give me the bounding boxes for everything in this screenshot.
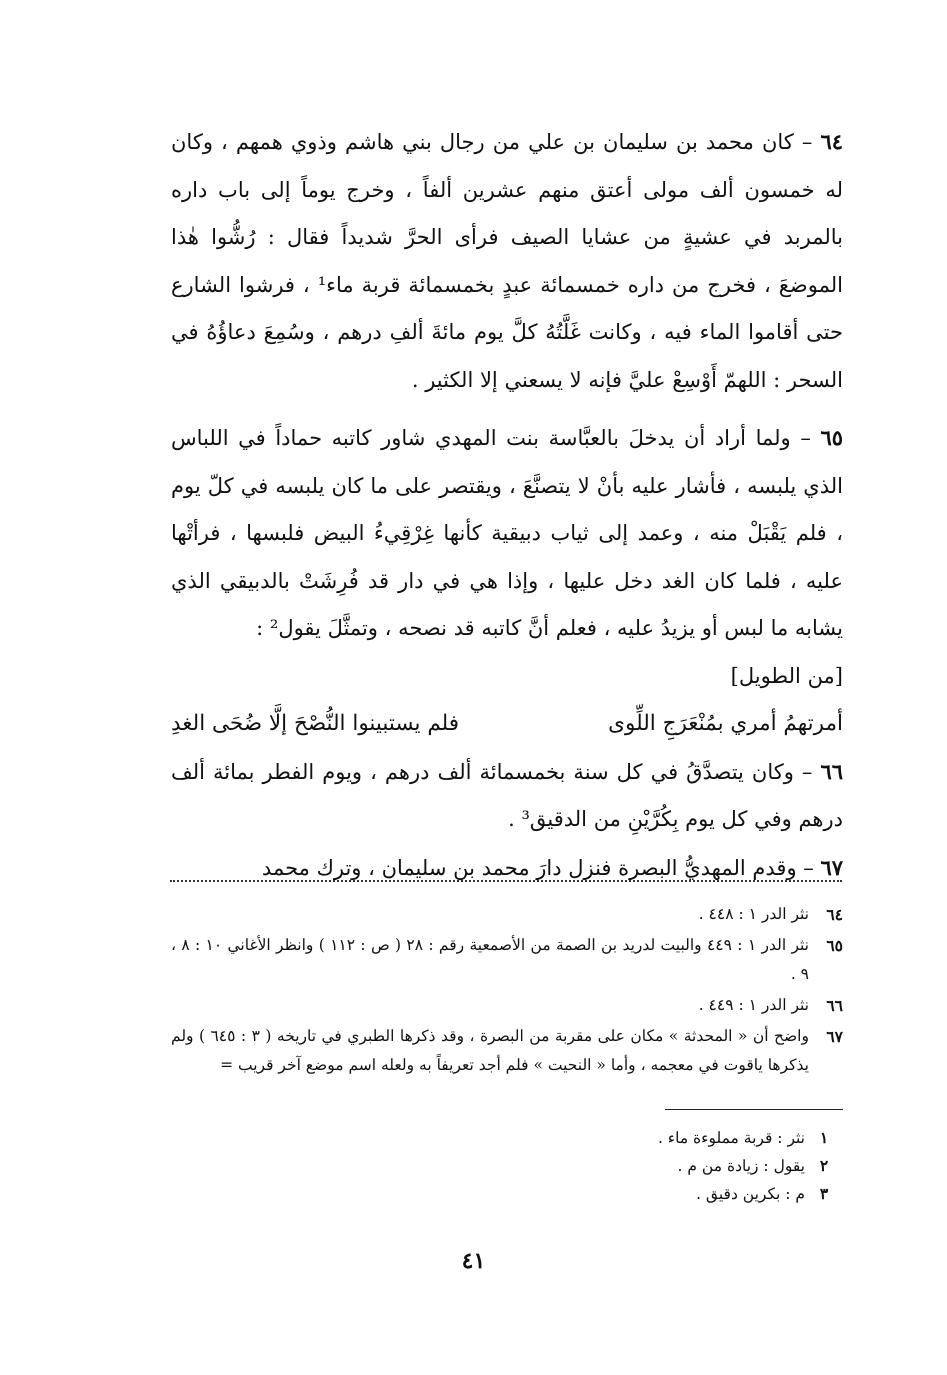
paragraph-67 [171,844,843,893]
apparatus-number: ٢ [819,1156,829,1175]
verse-second-hemistich: فلم يستبينوا النُّصْحَ إلَّا ضُحَى الغدِ [171,711,460,736]
apparatus-text: نثر : قربة مملوءة ماء . [657,1129,805,1147]
paragraph-text: – ولما أراد أن يدخلَ بالعبَّاسة بنت المهدي شاور كاتبه حماداً في اللباس الذي يلبسه ، فأشار عليه بأنْ لا يتصنَّعَ ، ويقتصر على ما كان يلبسه في كلّ يوم ، فلم يَقْبَلْ منه ، وعمد إلى ثياب دبيقية كأنها غِرْقِيءُ البيض فلبسها ، فرأتْها عليه ، فلما كان الغد دخل عليها ، وإذا هي في دار قد فُرِشَتْ بالدبيقي الذي يشابه ما لبس أو يزيدُ عليه ، فعلم أنَّ كاتبه قد نصحه ، وتمثَّلَ يقول² : [171,426,843,640]
note-text: نثر الدر ١ : ٤٤٨ . [698,905,809,923]
paragraph-66 [171,748,843,844]
note-number: ٦٥ [826,936,843,955]
apparatus-text: م : بكرين دقيق . [696,1185,805,1203]
note-number: ٦٤ [826,905,843,924]
source-note [171,991,843,1020]
paragraph-number: ٦٤ [820,129,843,154]
paragraph-number: ٦٦ [820,758,843,784]
source-note [171,1022,843,1080]
note-text: نثر الدر ١ : ٤٤٩ . [698,996,809,1014]
paragraph-text: – كان محمد بن سليمان بن علي من رجال بني هاشم وذوي همهم ، وكان له خمسون ألف مولى أعتق منهم عشرين ألفاً ، وخرج يوماً إلى باب داره بالمربد في عشيةٍ من عشايا الصيف فرأى الحرَّ شديداً فقال : رُشُّوا هٰذا الموضعَ ، فخرج من داره خمسمائة عبدٍ بخمسمائة قربة ماء¹ ، فرشوا الشارع حتى أقاموا الماء فيه ، وكانت غَلَّتُهُ كلَّ يوم مائةَ ألفِ درهم ، وسُمِعَ دعاؤُهُ في السحر : اللهمّ أَوْسِعْ عليَّ فإنه لا يسعني إلا الكثير . [171,130,843,392]
main-text-block [171,118,843,892]
paragraph-number: ٦٧ [820,854,843,880]
footnote-separator-dotted [170,880,842,882]
paragraph-number: ٦٥ [820,425,843,450]
apparatus-number: ١ [819,1128,829,1147]
note-number: ٦٧ [826,1027,843,1046]
apparatus-note [443,1180,843,1208]
apparatus-separator [665,1109,843,1110]
critical-apparatus [443,1124,843,1208]
source-note [171,900,843,929]
paragraph-text: – وقدم المهديُّ البصرة فنزل دارَ محمد بن سليمان ، وترك محمد [261,855,821,880]
note-text: نثر الدر ١ : ٤٤٩ والبيت لدريد بن الصمة من الأصمعية رقم : ٢٨ ( ص : ١١٢ ) وانظر الأغاني ١٠ : ٨ ، ٩ . [171,936,809,983]
paragraph-65 [171,414,843,653]
page-number: ٤١ [461,1248,486,1274]
apparatus-number: ٣ [819,1184,829,1203]
apparatus-note [443,1124,843,1152]
paragraph-64 [171,118,843,404]
poetic-meter-label: [من الطويل] [730,663,843,688]
verse-first-hemistich: أمرتهمُ أمري بمُنْعَرَجِ اللِّوى [608,711,843,736]
note-text: واضح أن « المحدثة » مكان على مقربة من البصرة ، وقد ذكرها الطبري في تاريخه ( ٣ : ٦٤٥ ) ولم يذكرها ياقوت في معجمه ، وأما « النحيت » فلم أجد تعريفاً به ولعله اسم موضع آخر قريب = [171,1027,809,1074]
paragraph-text: – وكان يتصدَّقُ في كل سنة بخمسمائة ألف درهم ، ويوم الفطر بمائة ألف درهم وفي كل يوم بِكُرَّيْنِ من الدقيق³ . [171,759,843,831]
source-notes [171,900,843,1082]
apparatus-note [443,1152,843,1180]
verse-line [171,700,843,748]
note-number: ٦٦ [826,996,843,1015]
apparatus-text: يقول : زيادة من م . [677,1157,805,1175]
source-note [171,931,843,989]
